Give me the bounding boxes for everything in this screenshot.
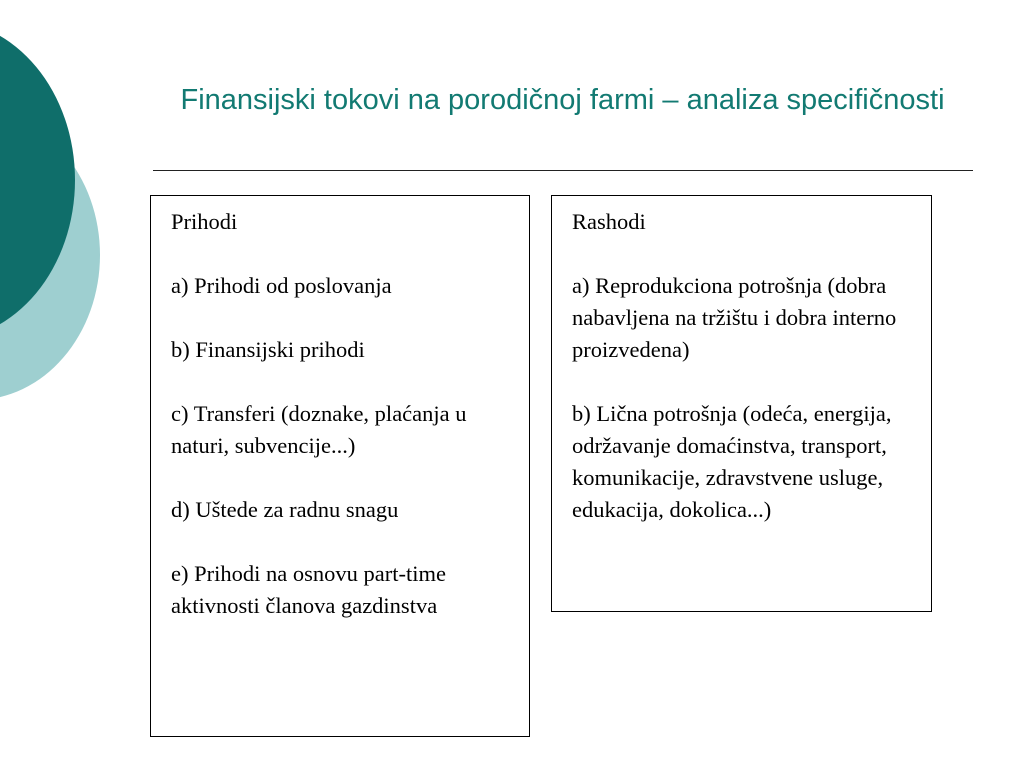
expenses-heading: Rashodi: [572, 209, 646, 234]
expenses-box: [551, 195, 932, 612]
expenses-item: b) Lična potrošnja (odeća, energija, održavanje domaćinstva, transport, komunikacije, zdravstvene usluge, edukacija, dokolica...): [572, 401, 892, 522]
expenses-item: a) Reprodukciona potrošnja (dobra nabavljena na tržištu i dobra interno proizvedena): [572, 273, 897, 362]
title-divider: [153, 170, 973, 171]
income-item: c) Transferi (doznake, plaćanja u naturi, subvencije...): [171, 401, 467, 458]
income-heading: Prihodi: [171, 209, 238, 234]
income-item: e) Prihodi na osnovu part-time aktivnosti članova gazdinstva: [171, 561, 446, 618]
income-box: [150, 195, 530, 737]
income-item: a) Prihodi od poslovanja: [171, 273, 392, 298]
slide-title: Finansijski tokovi na porodičnoj farmi – analiza specifičnosti: [180, 84, 945, 116]
income-item: d) Uštede za radnu snagu: [171, 497, 399, 522]
income-item: b) Finansijski prihodi: [171, 337, 365, 362]
